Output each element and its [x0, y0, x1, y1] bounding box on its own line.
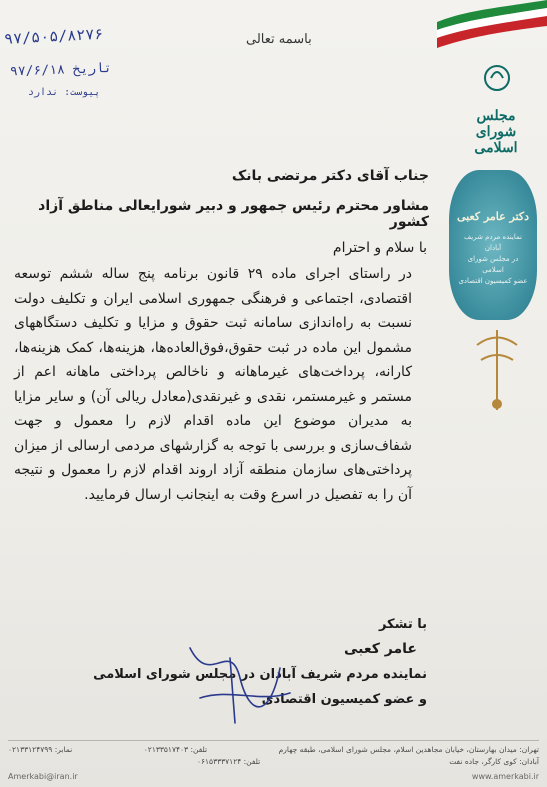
footer-abadan-row [8, 757, 539, 766]
bismillah-calligraphy: باسمه تعالی [246, 32, 312, 47]
letter-attachment: پیوست: ندارد [28, 87, 101, 98]
signer-role: نماینده مردم شریف آبادان در مجلس شورای اسلامی [93, 667, 427, 682]
tehran-address: تهران: میدان بهارستان، خیابان مجاهدین اسلام، مجلس شورای اسلامی، طبقه چهارم [278, 745, 539, 754]
tehran-phone: تلفن: ۰۲۱۳۳۵۱۷۴۰۳ [143, 745, 208, 754]
abadan-address: آبادان: کوی کارگر، جاده نفت [449, 757, 539, 766]
panel-title: دکتر عامر کعبی [456, 210, 530, 223]
abadan-phone: تلفن: ۰۶۱۵۳۳۳۷۱۲۴ [196, 757, 261, 766]
panel-line: در مجلس شورای اسلامی [467, 255, 519, 274]
signer-name: عامر کعبی [344, 641, 417, 657]
letter-date: تاریخ ۹۷/۶/۱۸ [9, 60, 113, 80]
email-link[interactable]: Amerkabi@iran.ir [8, 772, 78, 781]
panel-line: نماینده مردم شریف آبادان [464, 233, 522, 252]
member-panel [449, 170, 537, 320]
letter-body [14, 262, 412, 507]
handwritten-signature [170, 628, 300, 728]
website-link[interactable]: www.amerkabi.ir [471, 772, 539, 781]
body-paragraph: در راستای اجرای ماده ۲۹ قانون برنامه پنج ساله ششم توسعه اقتصادی، اجتماعی و فرهنگی جمهوری اسلامی ایران و تکلیف دولت نسبت به راه‌اندازی سامانه ثبت حقوق و مزایا و تکلیف دستگاههای مشمول این ماده در ثبت حقوق،فوق‌العاده‌ها، هزینه‌ها، کمک هزینه‌ها، کارانه، پرداخت‌های غیرماهانه و ناخالص پرداختی ماهانه اعم از مستمر و غیرمستمر، نقدی و غیرنقدی(معادل ریالی آن) و سایر مزایا به مدیران موضوع این ماده اقدام لازم را معمول و جهت شفاف‌سازی و بررسی با توجه به گزارشهای مردمی ارسالی از میزان پرداختی‌های سازمان منطقه آزاد اروند اقدام لازم را معمول و نتیجه آن را به تفصیل در اسرع وقت به اینجانب ارسال فرمایید. [14, 266, 412, 503]
signer-committee: و عضو کمیسیون اقتصادی [261, 692, 427, 707]
panel-description [457, 232, 529, 287]
letter-number: ۹۷/۵۰۵/۸۲۷۶ [3, 24, 104, 48]
letter-footer [8, 740, 539, 781]
emblem-title: مجلس شورای اسلامی [474, 108, 518, 156]
footer-links [8, 772, 539, 781]
footer-tehran-row [8, 745, 539, 754]
recipient-name: جناب آقای دکتر مرتضی بانک [231, 168, 429, 184]
recipient-title: مشاور محترم رئیس جمهور و دبیر شورایعالی مناطق آزاد کشور [38, 198, 429, 230]
thanks-line: با تشکر [378, 617, 427, 632]
panel-line: عضو کمیسیون اقتصادی [458, 277, 528, 285]
tehran-fax: نمابر: ۰۲۱۳۳۱۲۴۷۹۹ [8, 745, 73, 754]
greeting: با سلام و احترام [332, 240, 427, 256]
registration-stamp [4, 26, 154, 98]
recipient-block [0, 168, 429, 230]
